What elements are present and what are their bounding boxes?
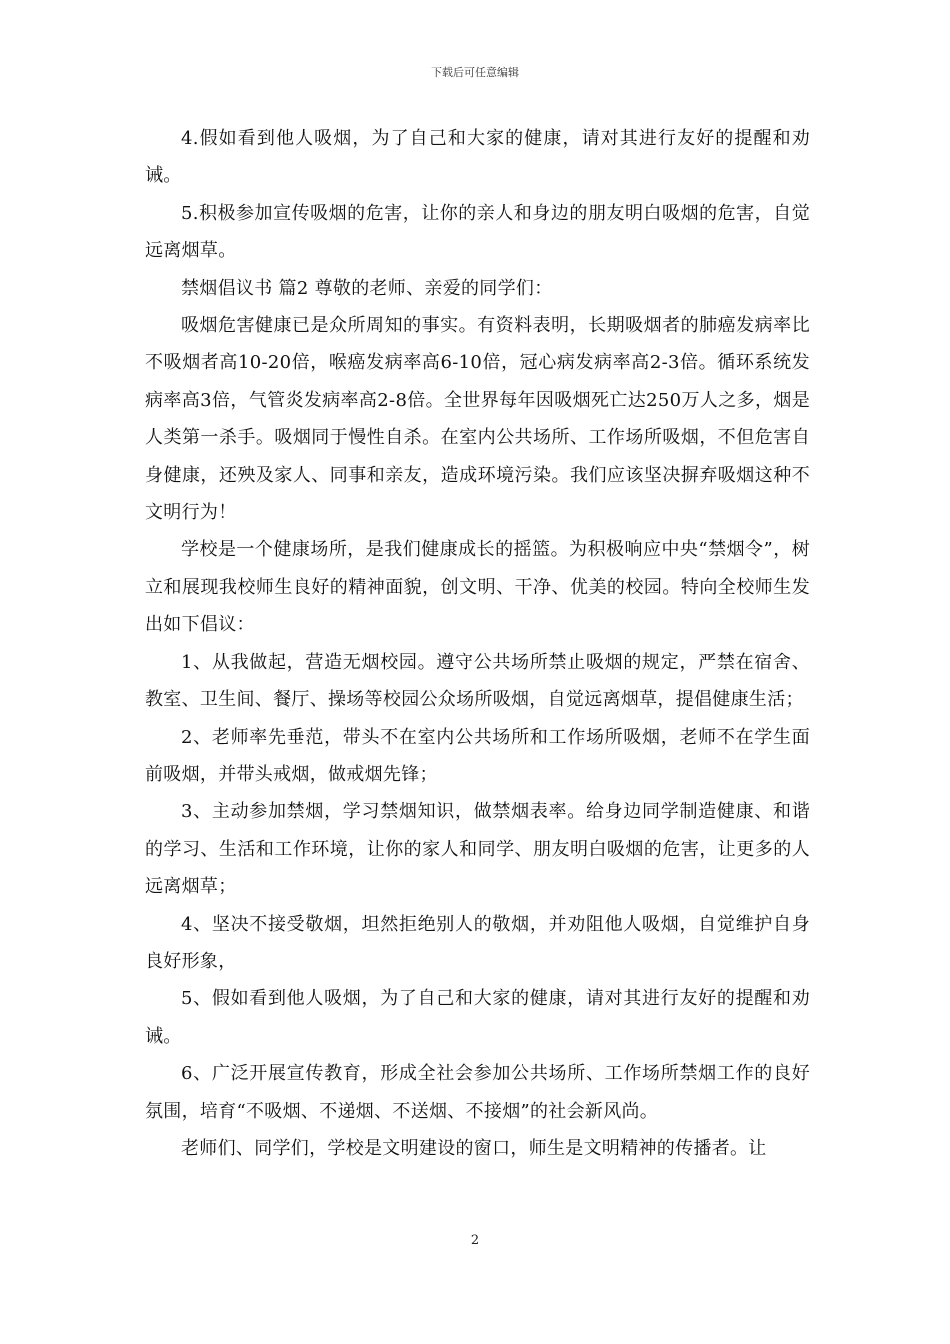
paragraph-smoking-harm: 吸烟危害健康已是众所周知的事实。有资料表明，长期吸烟者的肺癌发病率比不吸烟者高10-20倍，喉癌发病率高6-10倍，冠心病发病率高2-3倍。循环系统发病率高3倍，气管炎发病率高2-8倍。全世界每年因吸烟死亡达250万人之多，烟是人类第一杀手。吸烟同于慢性自杀。在室内公共场所、工作场所吸烟，不但危害自身健康，还殃及家人、同事和亲友，造成环境污染。我们应该坚决摒弃吸烟这种不文明行为！ bbox=[145, 315, 810, 524]
paragraph-item-5: 5.积极参加宣传吸烟的危害，让你的亲人和身边的朋友明白吸烟的危害，自觉远离烟草。 bbox=[145, 202, 810, 262]
proposal-item-3: 3、主动参加禁烟，学习禁烟知识，做禁烟表率。给身边同学制造健康、和谐的学习、生活和工作环境，让你的家人和同学、朋友明白吸烟的危害，让更多的人远离烟草； bbox=[145, 801, 810, 898]
paragraph-item-4: 4.假如看到他人吸烟，为了自己和大家的健康，请对其进行友好的提醒和劝诫。 bbox=[145, 128, 810, 187]
section-heading-part2: 禁烟倡议书 篇2 尊敬的老师、亲爱的同学们： bbox=[181, 277, 553, 299]
proposal-item-2: 2、老师率先垂范，带头不在室内公共场所和工作场所吸烟，老师不在学生面前吸烟，并带头戒烟，做戒烟先锋； bbox=[145, 726, 810, 785]
proposal-item-1: 1、从我做起，营造无烟校园。遵守公共场所禁止吸烟的规定，严禁在宿舍、教室、卫生间、餐厅、操场等校园公众场所吸烟，自觉远离烟草，提倡健康生活； bbox=[145, 651, 810, 711]
proposal-item-4: 4、坚决不接受敬烟，坦然拒绝别人的敬烟，并劝阻他人吸烟，自觉维护自身良好形象， bbox=[145, 913, 810, 972]
document-body bbox=[145, 120, 810, 1167]
paragraph-school-initiative: 学校是一个健康场所，是我们健康成长的摇篮。为积极响应中央“禁烟令”，树立和展现我校师生良好的精神面貌，创文明、干净、优美的校园。特向全校师生发出如下倡议： bbox=[145, 539, 810, 636]
proposal-item-5: 5、假如看到他人吸烟，为了自己和大家的健康，请对其进行友好的提醒和劝诫。 bbox=[145, 988, 810, 1047]
closing-paragraph: 老师们、同学们，学校是文明建设的窗口，师生是文明精神的传播者。让 bbox=[181, 1137, 767, 1159]
page-header: 下载后可任意编辑 bbox=[431, 66, 519, 79]
page-number: 2 bbox=[470, 1233, 480, 1248]
proposal-item-6: 6、广泛开展宣传教育，形成全社会参加公共场所、工作场所禁烟工作的良好氛围，培育“不吸烟、不递烟、不送烟、不接烟”的社会新风尚。 bbox=[145, 1063, 810, 1122]
